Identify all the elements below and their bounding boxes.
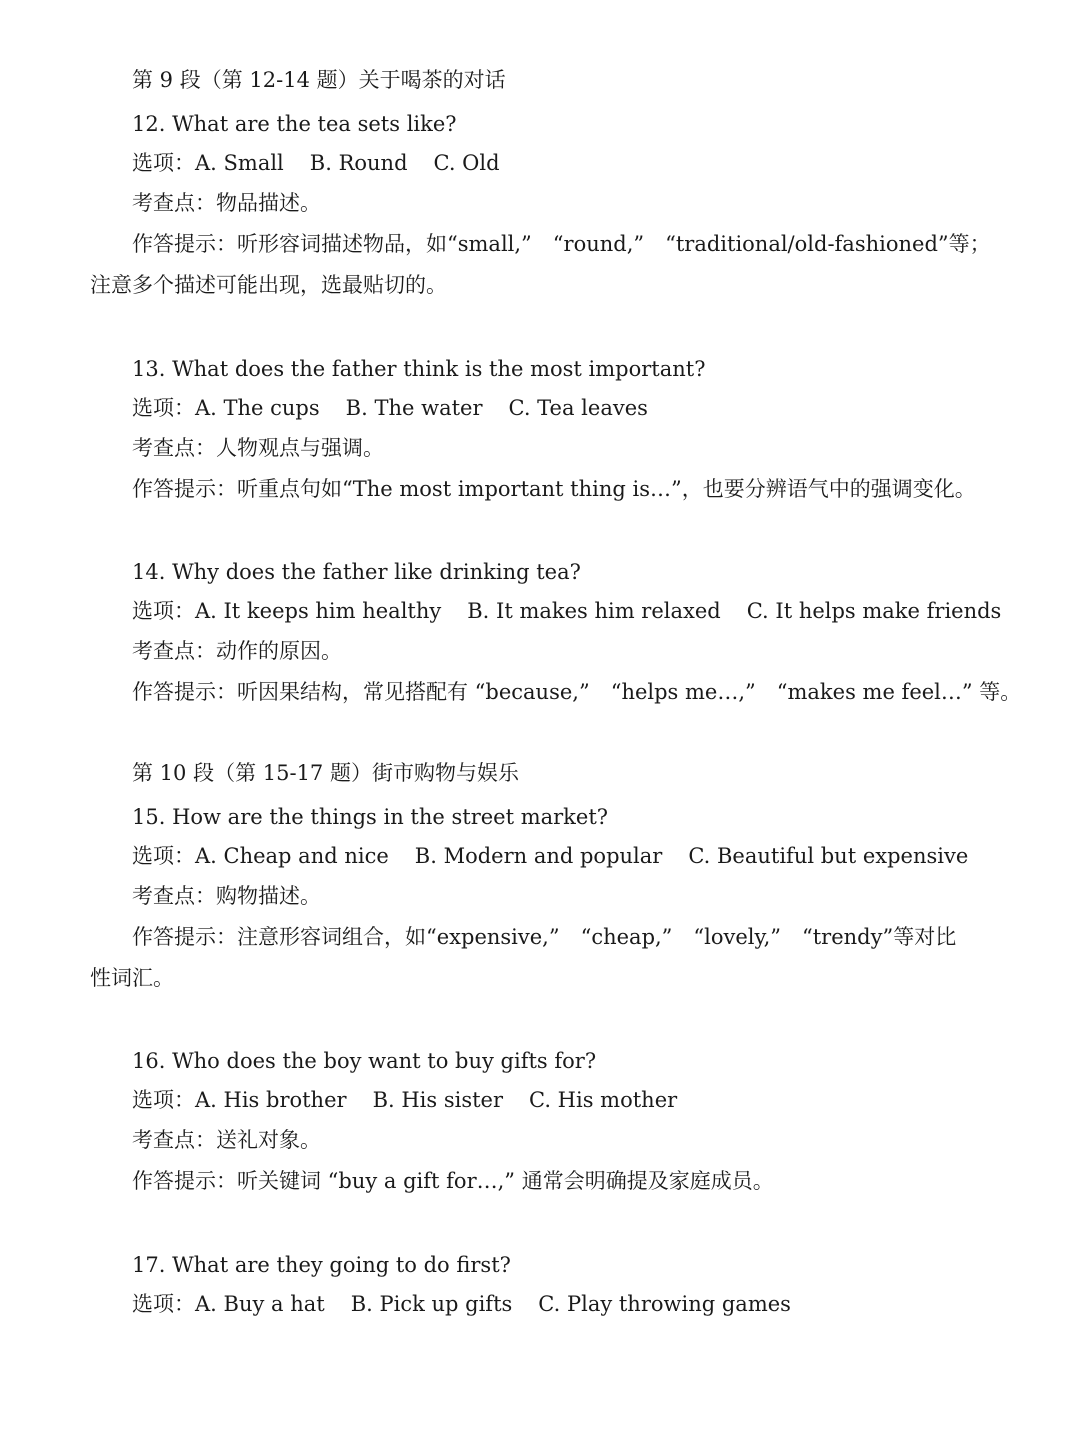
question-14-tip-line-1: 作答提示：听因果结构，常见搭配有 “because,” “helps me…,” “makes me feel…” 等。 [132, 680, 1022, 704]
option-b: B. It makes him relaxed [467, 599, 721, 623]
option-c: C. Beautiful but expensive [688, 844, 969, 868]
options-label: 选项： [132, 151, 195, 175]
question-14-options [132, 597, 1001, 625]
option-a: A. His brother [195, 1088, 347, 1112]
question-15: 15. How are the things in the street market? [132, 805, 609, 829]
option-c: C. Old [433, 151, 500, 175]
option-a: A. It keeps him healthy [195, 599, 442, 623]
options-label: 选项： [132, 1292, 195, 1316]
section-9-heading: 第 9 段（第 12-14 题）关于喝茶的对话 [132, 68, 506, 92]
question-14-focus: 考查点：动作的原因。 [132, 639, 342, 663]
question-16-focus: 考查点：送礼对象。 [132, 1128, 321, 1152]
option-a: A. Small [195, 151, 284, 175]
question-13-tip-line-1: 作答提示：听重点句如“The most important thing is…”，也要分辨语气中的强调变化。 [132, 477, 976, 501]
options-label: 选项： [132, 1088, 195, 1112]
section-10-heading: 第 10 段（第 15-17 题）街市购物与娱乐 [132, 761, 519, 785]
option-b: B. Pick up gifts [350, 1292, 513, 1316]
options-label: 选项： [132, 844, 195, 868]
options-label: 选项： [132, 599, 195, 623]
option-b: B. Round [309, 151, 408, 175]
question-15-tip-line-1: 作答提示：注意形容词组合，如“expensive,” “cheap,” “lovely,” “trendy”等对比 [132, 925, 957, 949]
option-c: C. Tea leaves [508, 396, 648, 420]
question-12-focus: 考查点：物品描述。 [132, 191, 321, 215]
question-12-options [132, 149, 500, 177]
question-13-focus: 考查点：人物观点与强调。 [132, 436, 384, 460]
options-label: 选项： [132, 396, 195, 420]
question-15-options [132, 842, 968, 870]
question-14: 14. Why does the father like drinking tea? [132, 560, 581, 584]
option-b: B. Modern and popular [414, 844, 663, 868]
question-17-options [132, 1290, 791, 1318]
question-16-tip-line-1: 作答提示：听关键词 “buy a gift for…,” 通常会明确提及家庭成员。 [132, 1169, 774, 1193]
option-c: C. Play throwing games [538, 1292, 791, 1316]
question-17: 17. What are they going to do first? [132, 1253, 511, 1277]
question-16-options [132, 1086, 677, 1114]
question-13: 13. What does the father think is the most important? [132, 357, 706, 381]
option-a: A. Buy a hat [195, 1292, 325, 1316]
question-16: 16. Who does the boy want to buy gifts for? [132, 1049, 597, 1073]
question-13-options [132, 394, 648, 422]
question-12: 12. What are the tea sets like? [132, 112, 457, 136]
option-c: C. His mother [529, 1088, 678, 1112]
question-15-focus: 考查点：购物描述。 [132, 884, 321, 908]
question-12-tip-line-2: 注意多个描述可能出现，选最贴切的。 [90, 273, 447, 297]
option-b: B. The water [345, 396, 483, 420]
option-a: A. Cheap and nice [195, 844, 389, 868]
question-12-tip-line-1: 作答提示：听形容词描述物品，如“small,” “round,” “traditional/old-fashioned”等； [132, 232, 991, 256]
option-c: C. It helps make friends [746, 599, 1002, 623]
question-15-tip-line-2: 性词汇。 [90, 966, 174, 990]
option-a: A. The cups [195, 396, 320, 420]
option-b: B. His sister [372, 1088, 504, 1112]
